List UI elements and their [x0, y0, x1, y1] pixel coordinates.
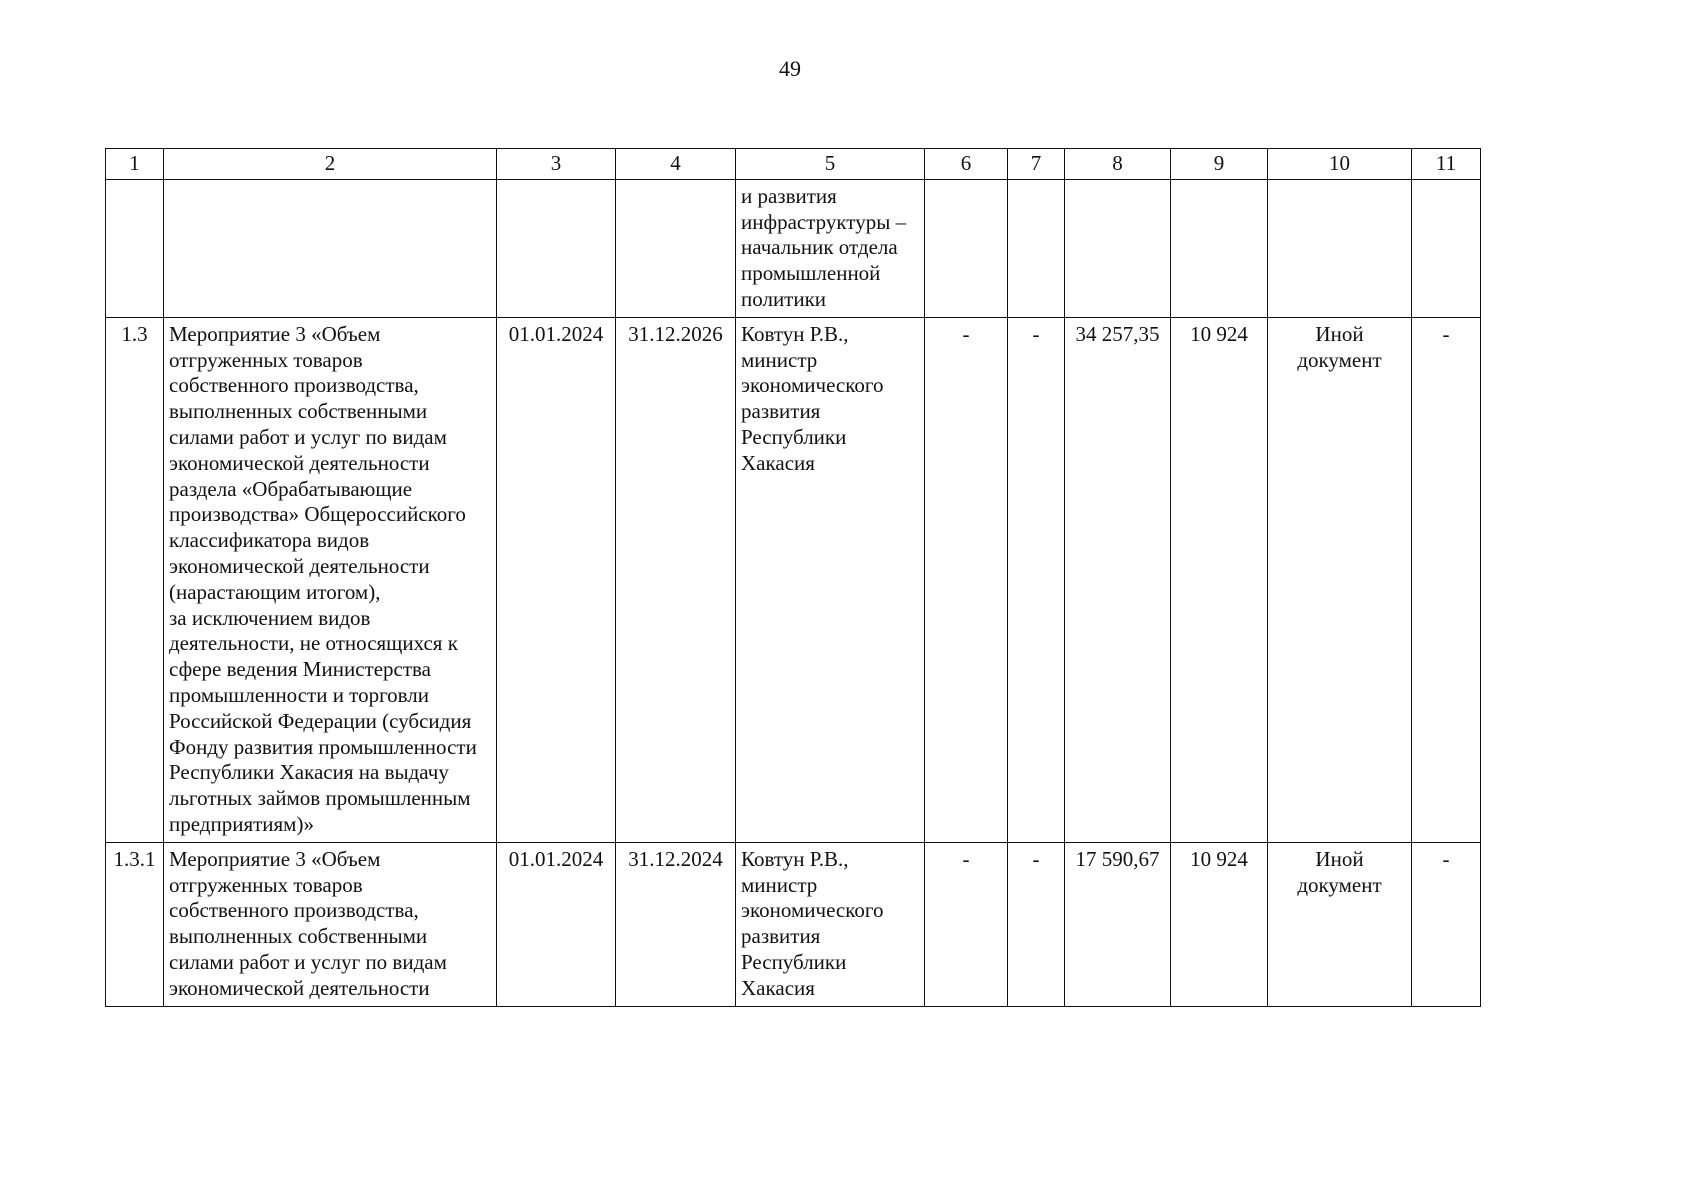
row-number-cell: 1.3: [106, 317, 164, 842]
table-row: [106, 179, 1481, 317]
document-type-cell: [1268, 179, 1412, 317]
table-row: [106, 842, 1481, 1006]
table-row: [106, 317, 1481, 842]
row-number-cell: [106, 179, 164, 317]
indicator-cell: [1171, 179, 1268, 317]
col11-cell: [1412, 179, 1481, 317]
start-date-cell: [497, 179, 616, 317]
start-date-cell: 01.01.2024: [497, 842, 616, 1006]
header-cell: 8: [1065, 149, 1171, 180]
document-type-cell: Иной документ: [1268, 842, 1412, 1006]
row-number-cell: 1.3.1: [106, 842, 164, 1006]
responsible-cell: и развития инфраструктуры – начальник отдела промышленной политики: [736, 179, 925, 317]
amount-cell: 34 257,35: [1065, 317, 1171, 842]
col7-cell: -: [1008, 842, 1065, 1006]
header-cell: 11: [1412, 149, 1481, 180]
responsible-cell: Ковтун Р.В., министр экономического развития Республики Хакасия: [736, 842, 925, 1006]
end-date-cell: 31.12.2024: [616, 842, 736, 1006]
document-type-cell: Иной документ: [1268, 317, 1412, 842]
measure-name-cell: Мероприятие 3 «Объем отгруженных товаров собственного производства, выполненных собственными силами работ и услуг по видам экономической деятельности раздела «Обрабатывающие производства» Общероссийского классификатора видов экономической деятельности (нарастающим итогом), за исключением видов деятельности, не относящихся к сфере ведения Министерства промышленности и торговли Российской Федерации (субсидия Фонду развития промышленности Республики Хакасия на выдачу льготных займов промышленным предприятиям)»: [164, 317, 497, 842]
responsible-cell: Ковтун Р.В., министр экономического развития Республики Хакасия: [736, 317, 925, 842]
start-date-cell: 01.01.2024: [497, 317, 616, 842]
measure-name-cell: [164, 179, 497, 317]
col7-cell: [1008, 179, 1065, 317]
header-cell: 10: [1268, 149, 1412, 180]
header-cell: 1: [106, 149, 164, 180]
page-number: 49: [779, 56, 801, 81]
amount-cell: [1065, 179, 1171, 317]
end-date-cell: [616, 179, 736, 317]
col11-cell: -: [1412, 842, 1481, 1006]
header-cell: 7: [1008, 149, 1065, 180]
indicator-cell: 10 924: [1171, 842, 1268, 1006]
col6-cell: -: [925, 842, 1008, 1006]
header-cell: 9: [1171, 149, 1268, 180]
header-cell: 5: [736, 149, 925, 180]
measures-table: [105, 148, 1481, 1007]
col7-cell: -: [1008, 317, 1065, 842]
indicator-cell: 10 924: [1171, 317, 1268, 842]
measure-name-cell: Мероприятие 3 «Объем отгруженных товаров собственного производства, выполненных собственными силами работ и услуг по видам экономической деятельности: [164, 842, 497, 1006]
end-date-cell: 31.12.2026: [616, 317, 736, 842]
header-row: [106, 149, 1481, 180]
header-cell: 4: [616, 149, 736, 180]
header-cell: 3: [497, 149, 616, 180]
amount-cell: 17 590,67: [1065, 842, 1171, 1006]
col11-cell: -: [1412, 317, 1481, 842]
col6-cell: [925, 179, 1008, 317]
header-cell: 6: [925, 149, 1008, 180]
header-cell: 2: [164, 149, 497, 180]
col6-cell: -: [925, 317, 1008, 842]
